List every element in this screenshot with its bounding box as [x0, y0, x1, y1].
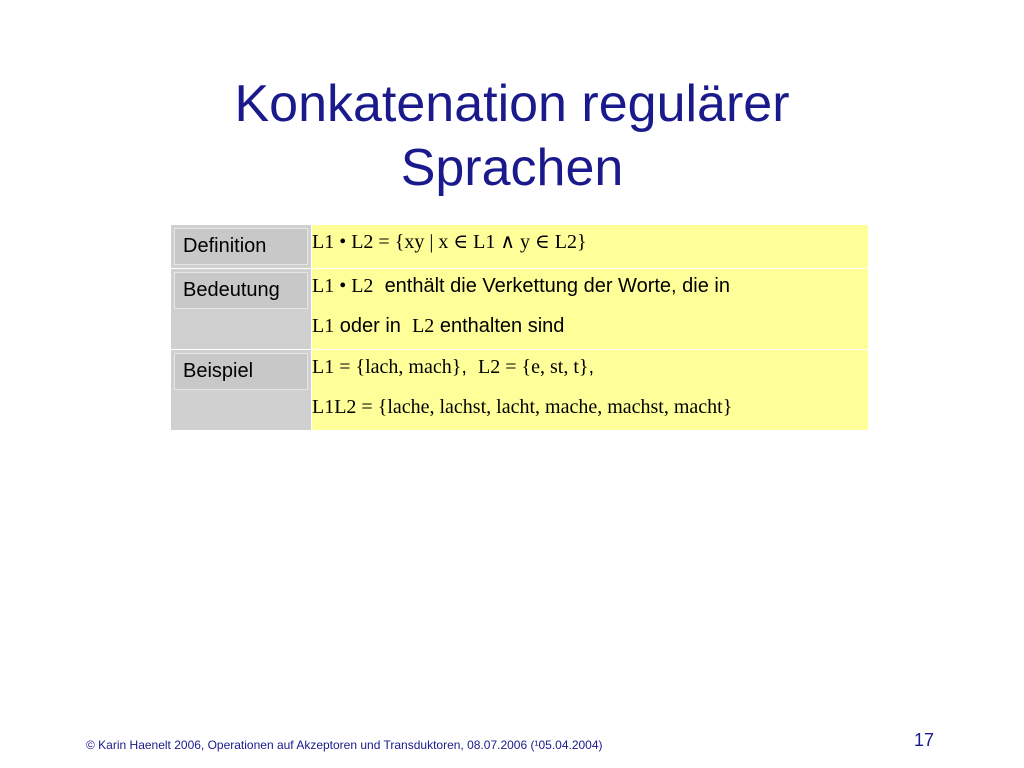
table-row-bedeutung	[171, 269, 869, 350]
footer-copyright: © Karin Haenelt 2006, Operationen auf Akzeptoren und Transduktoren, 08.07.2006 (¹05.04.2004)	[86, 738, 603, 752]
table-row-beispiel	[171, 350, 869, 431]
row-header-label: Definition	[174, 228, 308, 265]
row-header-cell	[171, 225, 312, 269]
example-sep-a: ,	[461, 356, 467, 378]
definition-formula: L1 • L2 = {xy | x ∈ L1 ∧ y ∈ L2}	[312, 231, 587, 253]
meaning-text-a: enthält die Verkettung der Worte, die in	[384, 275, 730, 297]
meaning-line-2	[312, 303, 868, 349]
example-formula-c: L1L2 = {lache, lachst, lacht, mache, machst, macht}	[312, 396, 733, 418]
example-formula-b: L2 = {e, st, t}	[478, 356, 589, 378]
meaning-formula-b: L1	[312, 315, 335, 337]
meaning-text-b: oder in	[339, 315, 401, 337]
row-header-label: Beispiel	[174, 353, 308, 390]
example-line-1	[312, 350, 868, 384]
example-formula-a: L1 = {lach, mach}	[312, 356, 462, 378]
slide-title-line1: Konkatenation regulärer	[234, 75, 790, 133]
meaning-line-1	[312, 269, 868, 303]
definition-table	[170, 224, 868, 430]
table-row-definition	[171, 225, 869, 269]
row-header-label: Bedeutung	[174, 272, 308, 309]
meaning-text-c: enthalten sind	[439, 315, 565, 337]
row-content-cell	[312, 269, 869, 350]
row-header-cell	[171, 269, 312, 350]
row-content-cell	[312, 350, 869, 431]
meaning-formula-c: L2	[412, 315, 435, 337]
slide-title-line2: Sprachen	[400, 139, 624, 197]
meaning-formula-a: L1 • L2	[312, 275, 374, 297]
example-sep-b: ,	[588, 356, 595, 378]
slide-title	[0, 72, 1024, 200]
row-header-cell	[171, 350, 312, 431]
row-content-cell	[312, 225, 869, 269]
page-number: 17	[914, 730, 935, 750]
